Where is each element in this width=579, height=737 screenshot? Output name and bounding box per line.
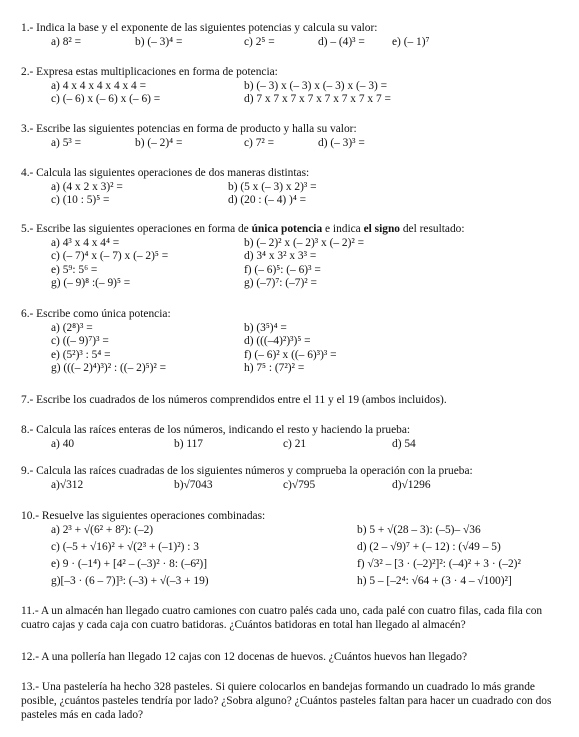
q5-item-g2: g) (–7)⁷: (–7)² = [244,277,317,290]
q6-item-a: a) (2⁸)³ = [51,321,93,334]
q10-item-a: a) 2³ + √(6² + 8²): (–2) [51,523,154,536]
exercise-10 [21,509,573,591]
exercise-2-title: 2.- Expresa estas multiplicaciones en forma de potencia: [21,66,278,78]
q10-item-f: f) √3² – [3 · (–2)²]²: (–4)² + 3 · (–2)² [357,557,521,570]
exercise-7-title: 7.- Escribe los cuadrados de los números comprendidos entre el 11 y el 19 (ambos incluidos). [21,394,447,406]
exercise-5-title: 5.- Escribe las siguientes operaciones en forma de única potencia e indica el signo del resultado: [21,223,465,235]
q4-item-b: b) (5 x (– 3) x 2)³ = [228,180,317,193]
exercise-7 [21,393,573,407]
q1-item-b: b) (– 3)⁴ = [135,35,183,48]
q2-item-b: b) (– 3) x (– 3) x (– 3) x (– 3) = [244,79,388,92]
q1-item-c: c) 2⁵ = [244,35,275,48]
q10-item-b: b) 5 + √(28 – 3): (–5)– √36 [357,523,481,536]
q5-item-a: a) 4³ x 4 x 4⁴ = [51,236,120,249]
q4-item-a: a) (4 x 2 x 3)² = [51,180,123,193]
q5-item-b: b) (– 2)² x (– 2)³ x (– 2)² = [244,236,365,249]
exercise-8-title: 8.- Calcula las raíces enteras de los números, indicando el resto y haciendo la prueba: [21,424,411,436]
exercise-4-title: 4.- Calcula las siguientes operaciones de dos maneras distintas: [21,167,310,179]
q8-item-c: c) 21 [283,437,307,450]
exercise-3-title: 3.- Escribe las siguientes potencias en forma de producto y halla su valor: [21,123,357,135]
q10-item-h: h) 5 – [–2⁴: √64 + (3 · 4 – √100)²] [357,574,512,587]
q2-item-a: a) 4 x 4 x 4 x 4 x 4 = [51,79,147,92]
q5-item-d: d) 3⁴ x 3² x 3³ = [244,250,317,263]
q4-item-c: c) (10 : 5)⁵ = [51,194,110,207]
q6-item-d: d) (((–4)²)³)⁵ = [244,335,311,348]
q6-item-b: b) (3⁵)⁴ = [244,321,287,334]
exercise-12: 12.- A una pollería han llegado 12 cajas con 12 docenas de huevos. ¿Cuántos huevos han llegado? [21,651,468,663]
q9-item-d: d)√1296 [392,478,431,491]
exercise-8 [21,423,573,450]
q3-item-b: b) (– 2)⁴ = [135,136,183,149]
exercise-2 [21,65,573,106]
unique-power-emphasis: única potencia [251,223,323,235]
exercise-13: 13.- Una pastelería ha hecho 328 pasteles. Si quiere colocarlos en bandejas formando un cuadrado lo más grande posible, ¿cuántos pasteles tendría por lado? ¿Sobra alguno? ¿Cuántos pasteles faltan para hacer un cuadrado con dos pasteles más en cada lado? [21,681,552,721]
q3-item-d: d) (– 3)³ = [318,136,365,149]
q2-item-c: c) (– 6) x (– 6) x (– 6) = [51,93,161,106]
q6-item-g: g) (((– 2)⁴)³)² : ((– 2)⁵)² = [51,362,167,375]
exercise-4 [21,166,573,207]
q4-item-d: d) (20 : (– 4) )⁴ = [228,194,307,207]
exercise-11: 11.- A un almacén han llegado cuatro camiones con cuatro palés cada uno, cada palé con cuatro filas, cada fila con cuatro cajas y cada caja con cuatro batidoras. ¿Cuántos batidoras en total han llegado al almacén? [21,605,543,631]
q1-item-d: d) – (4)³ = [318,35,365,48]
q10-item-g: g)[–3 · (6 – 7)]³: (–3) + √(–3 + 19) [51,574,209,587]
q6-item-f: f) (– 6)² x ((– 6)³)³ = [244,348,337,361]
q1-item-a: a) 8² = [51,35,82,48]
q5-item-e: e) 5⁹: 5⁶ = [51,263,98,276]
q8-item-b: b) 117 [174,437,203,450]
exercise-1 [21,21,573,48]
exercise-3 [21,122,573,149]
exercise-9 [21,464,573,494]
q10-item-d: d) (2 – √9)⁷ + (– 12) : (√49 – 5) [357,540,501,553]
q10-item-e: e) 9 · (–1⁴) + [4² – (–3)² · 8: (–6²)] [51,557,208,570]
q5-item-f: f) (– 6)⁵: (– 6)³ = [244,263,321,276]
exercise-6-title: 6.- Escribe como única potencia: [21,308,171,320]
q3-item-a: a) 5³ = [51,136,82,149]
q9-item-b: b)√7043 [174,478,213,491]
q2-item-d: d) 7 x 7 x 7 x 7 x 7 x 7 x 7 x 7 = [244,93,391,106]
q5-item-c: c) (– 7)⁴ x (– 7) x (– 2)⁵ = [51,250,169,263]
q8-item-a: a) 40 [51,437,75,450]
q6-item-e: e) (5²)³ : 5⁴ = [51,348,111,361]
q5-item-g: g) (– 9)⁸ :(– 9)⁵ = [51,277,131,290]
exercise-9-title: 9.- Calcula las raíces cuadradas de los siguientes números y comprueba la operación con la prueba: [21,465,473,477]
exercise-10-title: 10.- Resuelve las siguientes operaciones combinadas: [21,510,266,522]
exercise-1-title: 1.- Indica la base y el exponente de las siguientes potencias y calcula su valor: [21,22,378,34]
q10-item-c: c) (–5 + √16)² + √(2³ + (–1)²) : 3 [51,540,199,553]
q6-item-h: h) 7⁵ : (7²)² = [244,362,305,375]
exercise-6 [21,307,573,375]
sign-emphasis: el signo [363,223,400,235]
exercise-5 [21,222,573,290]
q6-item-c: c) ((– 9)⁷)³ = [51,335,109,348]
q1-item-e: e) (– 1)⁷ [392,35,430,48]
q3-item-c: c) 7² = [244,136,275,149]
q9-item-c: c)√795 [283,478,316,491]
q9-item-a: a)√312 [51,478,84,491]
q8-item-d: d) 54 [392,437,416,450]
